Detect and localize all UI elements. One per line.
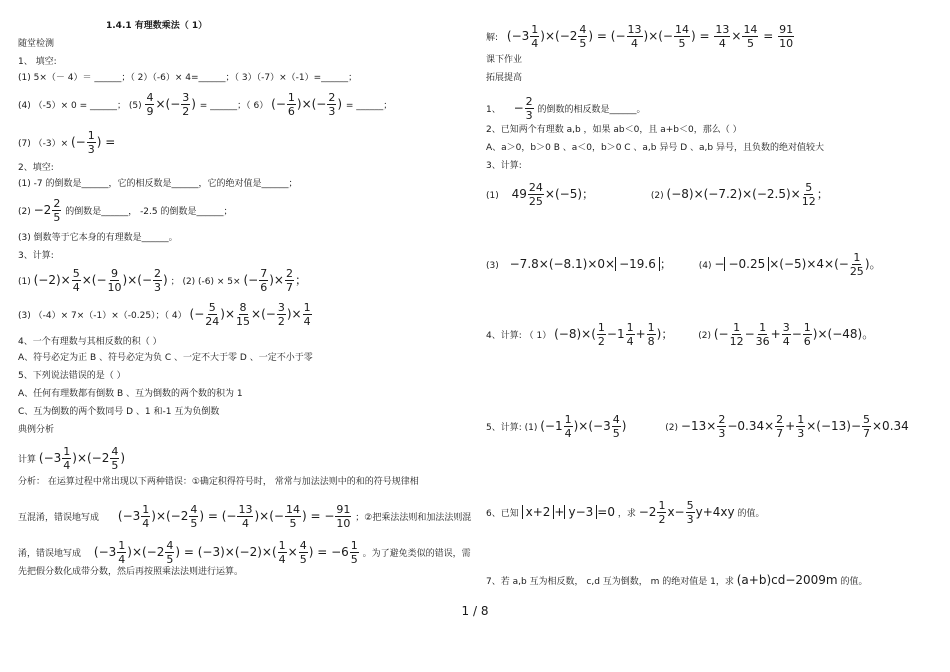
r1-text-b: 的倒数的相反数是______。 — [537, 105, 646, 115]
question-5-options-2: C、互为倒数的两个数同号 D 、1 和-1 互为负倒数 — [18, 407, 220, 417]
section-heading-homework: 课下作业 — [486, 55, 523, 65]
question-3-line-2 — [18, 302, 313, 327]
math-expr-wrong-1: (−3 $\frac{1}{4}$ )×(−2 $\frac{4}{5}$ ) = (− $\frac{13}{4}$ )×(− $\frac{14}{5}$ ) = − $\frac{91}{10}$ — [117, 503, 351, 530]
math-expr-r5-1: (−1 $\frac{1}{4}$ )×(−3 $\frac{4}{5}$ ) — [540, 413, 627, 440]
r4-2-label: (2) — [698, 331, 711, 341]
math-expr-r3-2: (−8)×(−7.2)×(−2.5)× $\frac{5}{12}$ ； — [666, 181, 829, 208]
r7-text-b: 的值。 — [840, 577, 868, 587]
question-5-options-1: A、任何有理数都有倒数 B 、互为倒数的两个数的积为 1 — [18, 389, 243, 399]
math-expr-q3-4: (− $\frac{5}{24}$ )× $\frac{8}{15}$ ×(− $\frac{3}{2}$ )× $\frac{1}{4}$ — [189, 301, 311, 328]
r4-label: 4、计算: （ 1） — [486, 331, 552, 341]
r3-3-label: (3) — [486, 261, 499, 271]
question-4-options: A、符号必定为正 B 、符号必定为负 C 、一定不大于零 D 、一定不小于零 — [18, 353, 313, 363]
q1-line3-text: (7) （-3）× — [18, 139, 69, 149]
q3-line1-text-a: (1) — [18, 277, 31, 287]
question-3-line-1 — [18, 268, 307, 293]
math-expr-wrong-2: (−3 $\frac{1}{4}$ )×(−2 $\frac{4}{5}$ ) = (−3)×(−2)×( $\frac{1}{4}$ × $\frac{4}{5}$ ) = −6 $\frac{1}{5}$ — [93, 539, 358, 566]
math-expr-q1-6: (− $\frac{1}{6}$ )×(− $\frac{2}{3}$ ) — [271, 91, 346, 118]
right-question-5 — [486, 414, 909, 439]
right-question-2-options: A、a＞0，b＞0 B 、a＜0，b＞0 C 、a,b 异号 D 、a,b 异号，且负数的绝对值较大 — [486, 143, 824, 153]
math-expr-r5-2: −13× $\frac{2}{3}$ −0.34× $\frac{2}{7}$ + $\frac{1}{3}$ ×(−13)− $\frac{5}{7}$ ×0.34 — [680, 413, 909, 440]
r1-text-a: 1、 — [486, 105, 501, 115]
q3-line1-text-b: ； (2) (-6) × 5× — [170, 277, 244, 287]
question-2-line-2 — [18, 198, 233, 223]
ex-line2-text-b: ；②把乘法法则和加法法则混 — [355, 513, 472, 523]
question-4: 4、一个有理数与其相反数的积（ ） — [18, 337, 162, 347]
math-expr-q3-2: (− $\frac{7}{6}$ )× $\frac{2}{7}$ ； — [243, 267, 307, 294]
right-question-7 — [486, 574, 868, 588]
math-expr-r4-1: (−8)×( $\frac{1}{2}$ −1 $\frac{1}{4}$ + $\frac{1}{8}$ )； — [554, 321, 674, 348]
section-heading-practice: 随堂检测 — [18, 39, 55, 49]
example-wrong-1 — [18, 504, 471, 529]
q2-line2-text-b: 的倒数是______， -2.5 的倒数是______； — [65, 207, 233, 217]
math-expr-example: (−3 $\frac{1}{4}$ )×(−2 $\frac{4}{5}$ ) — [38, 445, 126, 472]
r5-label: 5、计算: (1) — [486, 423, 538, 433]
page-number: 1 / 8 — [461, 604, 489, 618]
section-heading-example: 典例分析 — [18, 425, 55, 435]
q1-line2-text-c: = ______； — [345, 101, 393, 111]
math-expr-r3-3: −7.8×(−8.1)×0× −19.6 ； — [509, 257, 672, 271]
question-1-line-2 — [18, 92, 392, 117]
math-expr-solution: (−3 $\frac{1}{4}$ )×(−2 $\frac{4}{5}$ ) = (− $\frac{13}{4}$ )×(− $\frac{14}{5}$ ) = $\frac{13}{4}$ × $\frac{14}{5}$ = $\frac{91}{10}$ — [506, 23, 794, 50]
solution-label: 解: — [486, 33, 499, 43]
math-expr-r6-target: −2 $\frac{1}{2}$ x− $\frac{5}{3}$ y+4xy — [638, 499, 735, 526]
math-expr-q3-1: (−2)× $\frac{5}{4}$ ×(− $\frac{9}{10}$ )×(− $\frac{2}{3}$ ) — [33, 267, 168, 294]
question-1-line-3 — [18, 130, 115, 155]
right-question-1 — [486, 96, 646, 121]
r6-text-c: 的值。 — [737, 509, 765, 519]
math-expr-r3-4: − −0.25 ×(−5)×4×(− $\frac{1}{25}$ )。 — [714, 251, 882, 278]
math-expr-r4-2: (− $\frac{1}{12}$ − $\frac{1}{36}$ + $\frac{3}{4}$ − $\frac{1}{6}$ )×(−48)。 — [713, 321, 875, 348]
math-expr-r7: (a+b)cd−2009m — [736, 573, 838, 587]
question-2-line-1: (1) -7 的倒数是______，它的相反数是______，它的绝对值是______； — [18, 179, 298, 189]
ex-line2-text-a: 互混淆，错误地写成 — [18, 513, 100, 523]
example-solution — [486, 24, 795, 49]
r5-2-label: (2) — [665, 423, 679, 433]
ex-line3-text-a: 淆，错误地写成 — [18, 549, 82, 559]
question-3-heading: 3、计算: — [18, 251, 54, 261]
question-1-heading: 1、 填空: — [18, 57, 57, 67]
question-2-line-3: (3) 倒数等于它本身的有理数是______。 — [18, 233, 178, 243]
r6-text-b: ，求 — [617, 509, 636, 519]
q1-line2-text-a: (4) （-5）× 0 = ______； (5) — [18, 101, 142, 111]
right-question-3-row-1 — [486, 182, 829, 207]
example-analysis: 分析： 在运算过程中常出现以下两种错误：①确定积得符号时， 常常与加法法则中的和的符号规律相 — [18, 477, 419, 487]
question-1-line-1: (1) 5×（－ 4）＝ ______；（ 2）（-6）× 4=______；（ 3）（-7）×（-1）=______； — [18, 73, 358, 83]
math-expr-q2-2: −2 $\frac{2}{5}$ — [33, 197, 61, 224]
example-problem — [18, 446, 125, 471]
q2-line2-text-a: (2) — [18, 207, 31, 217]
math-expr-q1-5: $\frac{4}{9}$ ×(− $\frac{3}{2}$ ) — [146, 91, 200, 118]
r7-text-a: 7、若 a,b 互为相反数， c,d 互为倒数， m 的绝对值是 1，求 — [486, 577, 734, 587]
lesson-title: 1.4.1 有理数乘法（ 1） — [106, 21, 208, 31]
r3-1-label: (1) — [486, 191, 499, 201]
section-heading-extension: 拓展提高 — [486, 73, 523, 83]
r6-text-a: 6、已知 — [486, 509, 519, 519]
math-expr-r3-1: 49 $\frac{24}{25}$ ×(−5)； — [511, 181, 595, 208]
ex-line3-text-b: 。为了避免类似的错误，需 — [362, 549, 471, 559]
r3-4-label: (4) — [698, 261, 712, 271]
right-question-6 — [486, 500, 764, 525]
right-question-3-heading: 3、计算: — [486, 161, 522, 171]
math-expr-q1-7: (− $\frac{1}{3}$ ) = — [71, 129, 116, 156]
right-question-3-row-2 — [486, 252, 882, 277]
right-question-4 — [486, 322, 874, 347]
question-2-heading: 2、填空: — [18, 163, 54, 173]
example-label: 计算 — [18, 455, 37, 465]
r3-2-label: (2) — [650, 191, 664, 201]
q1-line2-text-b: = ______；（ 6） — [199, 101, 269, 111]
question-5: 5、下列说法错误的是（ ） — [18, 371, 126, 381]
right-question-2: 2、已知两个有理数 a,b ，如果 ab＜0，且 a+b＜0，那么（ ） — [486, 125, 742, 135]
math-expr-r6-condition: x+2 + y−3 =0 — [522, 505, 615, 519]
q3-line2-text-a: (3) （-4）× 7×（-1）×（-0.25）；（ 4） — [18, 311, 187, 321]
example-wrong-2 — [18, 540, 471, 565]
example-advice: 先把假分数化成带分数，然后再按照乘法法则进行运算。 — [18, 567, 244, 577]
math-expr-r1: − $\frac{2}{3}$ — [513, 95, 533, 122]
